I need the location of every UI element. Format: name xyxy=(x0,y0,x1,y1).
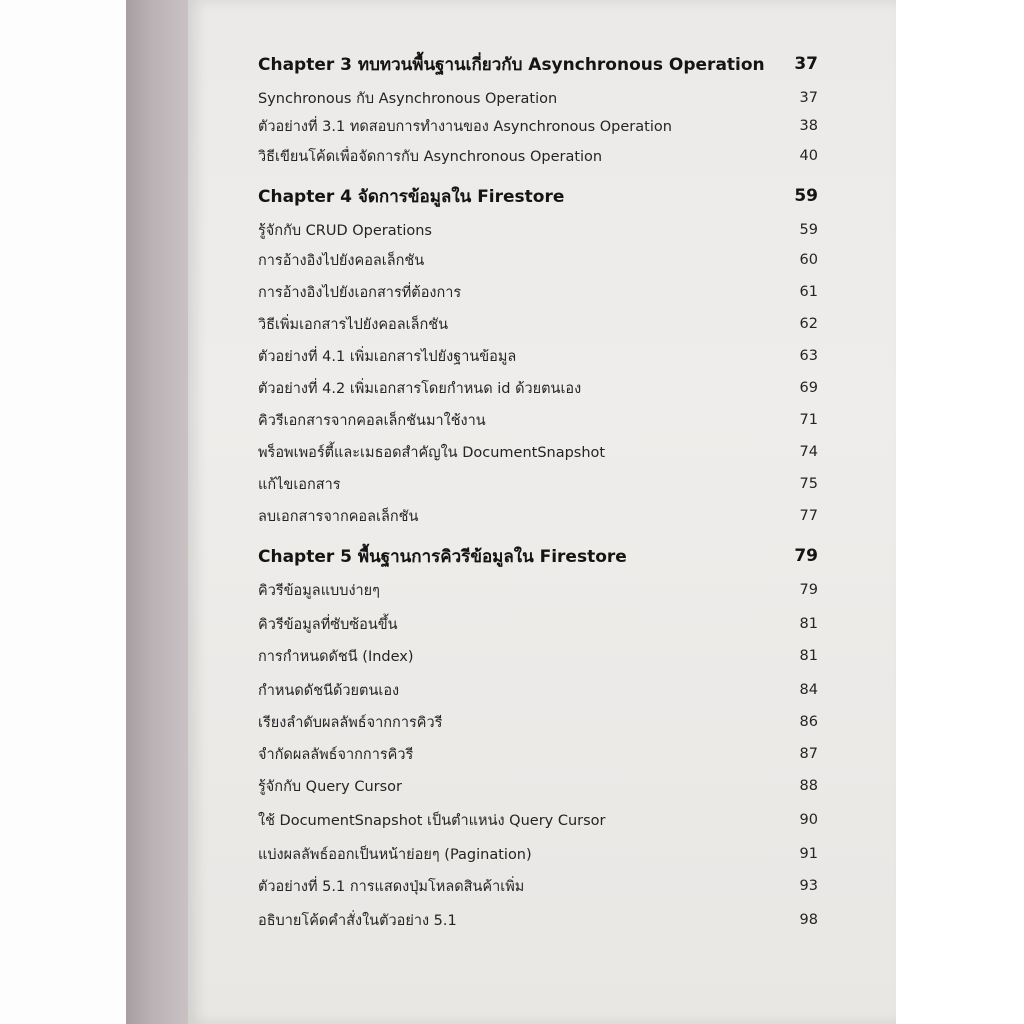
toc-entry xyxy=(258,708,818,736)
toc-title: แบ่งผลลัพธ์ออกเป็นหน้าย่อยๆ (Pagination) xyxy=(258,846,532,863)
toc-title: รู้จักกับ CRUD Operations xyxy=(258,222,432,239)
toc-entry xyxy=(258,374,818,402)
toc-title: Synchronous กับ Asynchronous Operation xyxy=(258,90,558,107)
toc-page: 63 xyxy=(799,348,818,364)
toc-page: 40 xyxy=(799,148,818,164)
toc-title: พร็อพเพอร์ตี้และเมธอดสำคัญใน DocumentSnapshot xyxy=(258,444,606,461)
toc-entry xyxy=(258,576,818,604)
toc-entry xyxy=(258,246,818,274)
toc-entry xyxy=(258,142,818,170)
toc-title: เรียงลำดับผลลัพธ์จากการคิวรี xyxy=(258,714,443,731)
toc-entry xyxy=(258,676,818,704)
toc-title: ตัวอย่างที่ 4.1 เพิ่มเอกสารไปยังฐานข้อมูล xyxy=(258,348,517,365)
toc-title: ตัวอย่างที่ 5.1 การแสดงปุ่มโหลดสินค้าเพิ่ม xyxy=(258,878,525,895)
toc-page: 81 xyxy=(799,616,818,632)
toc-page: 79 xyxy=(794,546,818,566)
toc-page: 84 xyxy=(799,682,818,698)
toc-entry xyxy=(258,806,818,834)
toc-title: Chapter 5 พื้นฐานการคิวรีข้อมูลใน Firestore xyxy=(258,546,627,567)
toc-page: 98 xyxy=(799,912,818,928)
toc-entry xyxy=(258,438,818,466)
toc-page: 74 xyxy=(799,444,818,460)
toc-page: 87 xyxy=(799,746,818,762)
toc-page: 81 xyxy=(799,648,818,664)
toc-entry xyxy=(258,342,818,370)
toc-entry xyxy=(258,772,818,800)
toc-title: การอ้างอิงไปยังเอกสารที่ต้องการ xyxy=(258,284,462,301)
toc-title: Chapter 4 จัดการข้อมูลใน Firestore xyxy=(258,186,565,207)
toc-page: 79 xyxy=(799,582,818,598)
toc-title: วิธีเพิ่มเอกสารไปยังคอลเล็กชัน xyxy=(258,316,449,333)
toc-entry xyxy=(258,310,818,338)
toc-title: การกำหนดดัชนี (Index) xyxy=(258,648,414,665)
toc-entry xyxy=(258,278,818,306)
toc-title: รู้จักกับ Query Cursor xyxy=(258,778,402,795)
toc-title: กำหนดดัชนีด้วยตนเอง xyxy=(258,682,400,699)
toc-title: ตัวอย่างที่ 3.1 ทดสอบการทำงานของ Asynchronous Operation xyxy=(258,118,672,135)
toc-page: 93 xyxy=(799,878,818,894)
toc-page: 37 xyxy=(794,54,818,74)
toc-page: 77 xyxy=(799,508,818,524)
toc-chapter-4 xyxy=(258,182,818,210)
toc-page: 59 xyxy=(799,222,818,238)
toc-page: 86 xyxy=(799,714,818,730)
toc-title: จำกัดผลลัพธ์จากการคิวรี xyxy=(258,746,414,763)
background-right xyxy=(896,0,1024,1024)
toc-title: วิธีเขียนโค้ดเพื่อจัดการกับ Asynchronous Operation xyxy=(258,148,603,165)
toc-entry xyxy=(258,216,818,244)
toc-title: ลบเอกสารจากคอลเล็กชัน xyxy=(258,508,419,525)
toc-title: แก้ไขเอกสาร xyxy=(258,476,341,493)
toc-entry xyxy=(258,112,818,140)
toc-title: คิวรีเอกสารจากคอลเล็กชันมาใช้งาน xyxy=(258,412,486,429)
toc-entry xyxy=(258,84,818,112)
toc-title: ใช้ DocumentSnapshot เป็นตำแหน่ง Query Cursor xyxy=(258,812,606,829)
toc-chapter-3 xyxy=(258,50,818,78)
toc-title: คิวรีข้อมูลที่ซับซ้อนขึ้น xyxy=(258,616,398,633)
toc-page: 75 xyxy=(799,476,818,492)
toc-page: 37 xyxy=(799,90,818,106)
toc-title: ตัวอย่างที่ 4.2 เพิ่มเอกสารโดยกำหนด id ด้วยตนเอง xyxy=(258,380,582,397)
toc-chapter-5 xyxy=(258,542,818,570)
toc-page: 71 xyxy=(799,412,818,428)
toc-page: 90 xyxy=(799,812,818,828)
toc-title: คิวรีข้อมูลแบบง่ายๆ xyxy=(258,582,380,599)
toc-entry xyxy=(258,840,818,868)
toc-page: 59 xyxy=(794,186,818,206)
toc-title: Chapter 3 ทบทวนพื้นฐานเกี่ยวกับ Asynchronous Operation xyxy=(258,54,765,75)
toc-entry xyxy=(258,470,818,498)
toc-entry xyxy=(258,906,818,934)
toc-page: 38 xyxy=(799,118,818,134)
toc-page: 91 xyxy=(799,846,818,862)
book-edge xyxy=(126,0,188,1024)
toc-title: การอ้างอิงไปยังคอลเล็กชัน xyxy=(258,252,425,269)
toc-entry xyxy=(258,740,818,768)
toc-page: 61 xyxy=(799,284,818,300)
background-left xyxy=(0,0,126,1024)
toc-page: 60 xyxy=(799,252,818,268)
toc-entry xyxy=(258,502,818,530)
toc-entry xyxy=(258,872,818,900)
toc-title: อธิบายโค้ดคำสั่งในตัวอย่าง 5.1 xyxy=(258,912,457,929)
toc-page: 69 xyxy=(799,380,818,396)
toc-page: 88 xyxy=(799,778,818,794)
book-page xyxy=(188,0,896,1024)
toc-page: 62 xyxy=(799,316,818,332)
toc-entry xyxy=(258,610,818,638)
toc-entry xyxy=(258,642,818,670)
table-of-contents xyxy=(188,0,896,1024)
toc-entry xyxy=(258,406,818,434)
